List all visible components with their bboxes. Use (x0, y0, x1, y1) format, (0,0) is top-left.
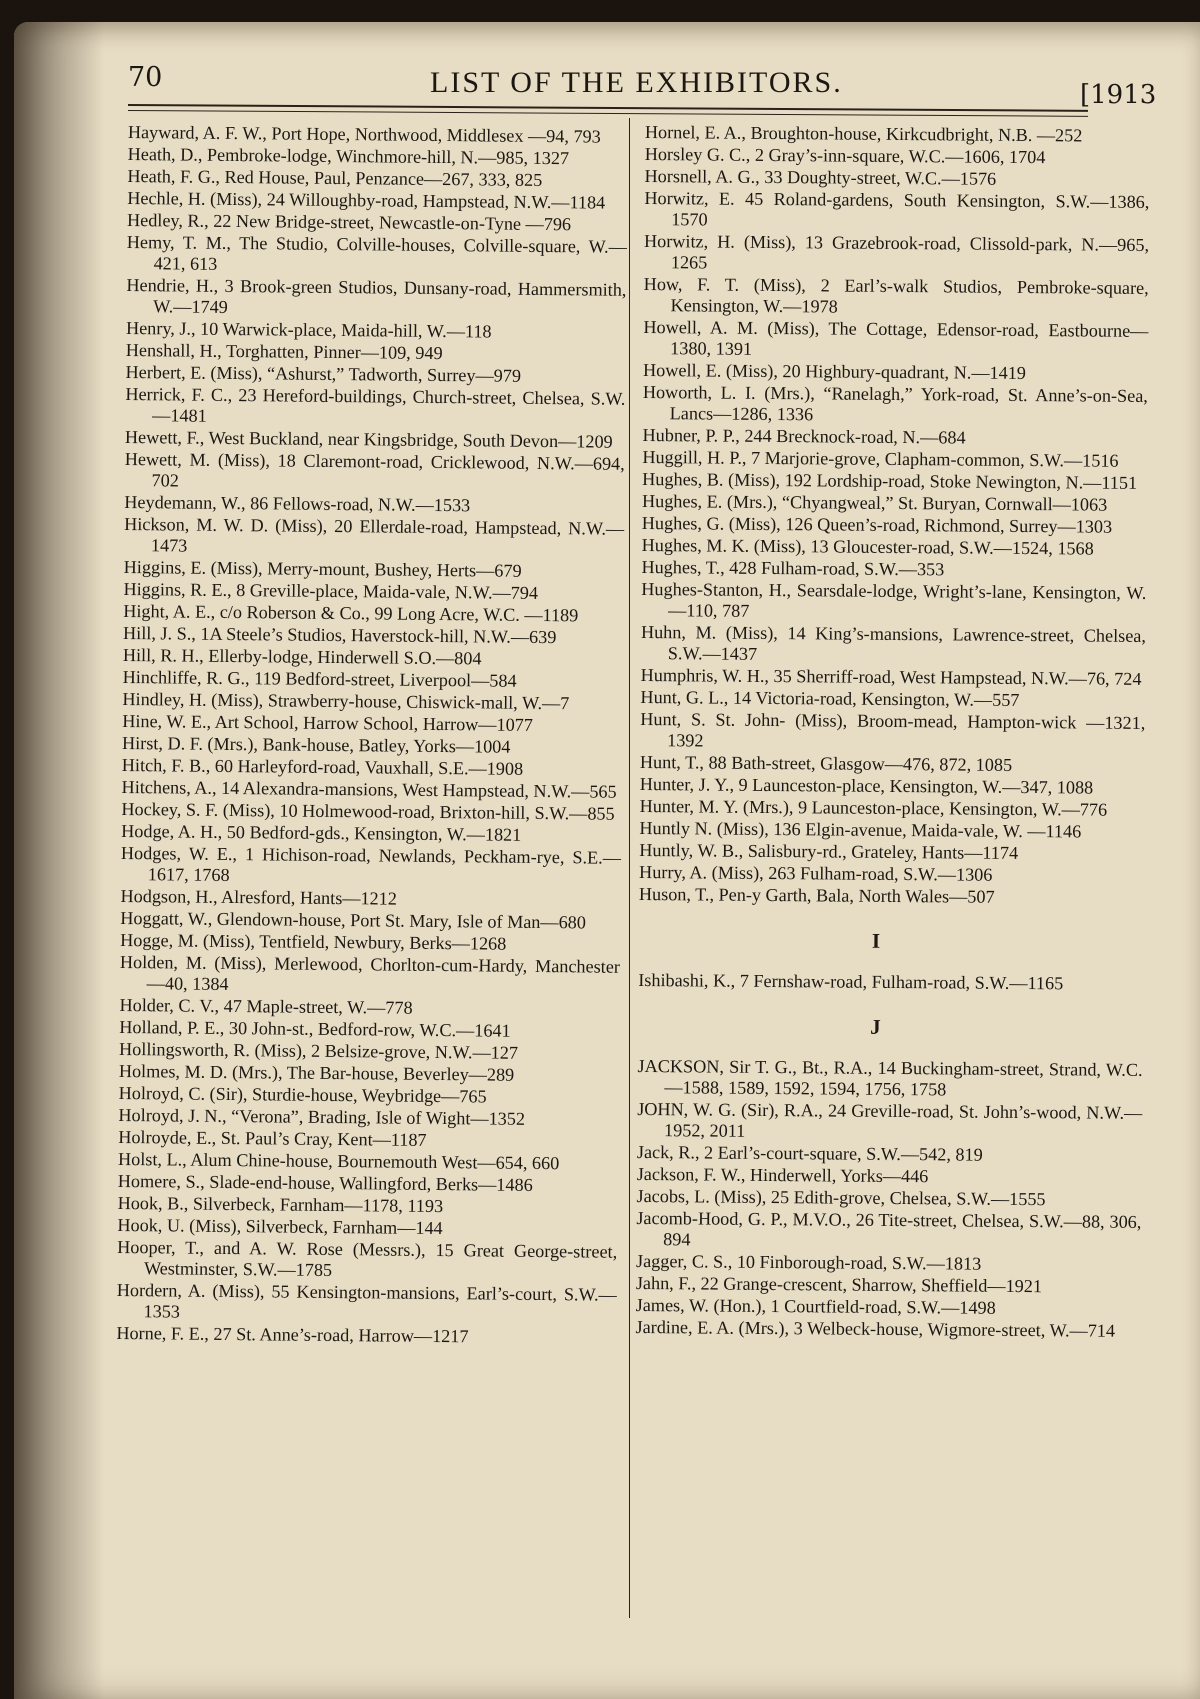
list-entry: Holden, M. (Miss), Merlewood, Chorlton-cum-Hardy, Manchester—40, 1384 (119, 951, 621, 995)
list-entry: Jardine, E. A. (Mrs.), 3 Welbeck-house, Wigmore-street, W.—714 (635, 1316, 1116, 1341)
list-entry: Herbert, E. (Miss), “Ashurst,” Tadworth, Surrey—979 (125, 361, 522, 386)
list-entry: Hughes, T., 428 Fulham-road, S.W.—353 (641, 556, 945, 580)
list-entry: Hurry, A. (Miss), 263 Fulham-road, S.W.—1306 (639, 861, 993, 885)
list-entry: Howorth, L. I. (Mrs.), “Ranelagh,” York-road, St. Anne’s-on-Sea, Lancs—1286, 1336 (642, 381, 1148, 425)
list-entry: Hoggatt, W., Glendown-house, Port St. Mary, Isle of Man—680 (120, 907, 587, 933)
list-entry: Hughes, E. (Mrs.), “Chyangweal,” St. Buryan, Cornwall—1063 (641, 490, 1108, 515)
list-entry: Huson, T., Pen-y Garth, Bala, North Wales—507 (638, 883, 995, 907)
list-entry: James, W. (Hon.), 1 Courtfield-road, S.W.—1498 (635, 1294, 996, 1318)
list-entry: JOHN, W. G. (Sir), R.A., 24 Greville-road, St. John’s-wood, N.W.—1952, 2011 (637, 1098, 1143, 1141)
list-entry: Hughes, M. K. (Miss), 13 Gloucester-road, S.W.—1524, 1568 (641, 534, 1094, 559)
list-entry: Henry, J., 10 Warwick-place, Maida-hill, W.—118 (125, 317, 492, 342)
list-entry: Jack, R., 2 Earl’s-court-square, S.W.—542, 819 (636, 1141, 983, 1165)
list-entry: Hunter, J. Y., 9 Launceston-place, Kensington, W.—347, 1088 (639, 773, 1094, 798)
list-entry: Huggill, H. P., 7 Marjorie-grove, Clapham-common, S.W.—1516 (642, 446, 1119, 471)
list-entry: Holland, P. E., 30 John-st., Bedford-row, W.C.—1641 (119, 1016, 511, 1041)
list-entry: Humphris, W. H., 35 Sherriff-road, West Hampstead, N.W.—76, 724 (640, 664, 1142, 689)
list-entry: Hughes-Stanton, H., Searsdale-lodge, Wright’s-lane, Kensington, W.—110, 787 (641, 578, 1147, 621)
section-letter-i: I (871, 928, 881, 953)
list-entry: Hewett, M. (Miss), 18 Claremont-road, Cricklewood, N.W.—694, 702 (124, 448, 625, 491)
list-entry: Hughes, B. (Miss), 192 Lordship-road, Stoke Newington, N.—1151 (642, 468, 1138, 493)
list-entry: Ishibashi, K., 7 Fernshaw-road, Fulham-road, S.W.—1165 (638, 969, 1064, 994)
list-entry: Hill, R. H., Ellerby-lodge, Hinderwell S.O.—804 (122, 644, 482, 669)
page-title: LIST OF THE EXHIBITORS. (430, 66, 843, 99)
list-entry: Hemy, T. M., The Studio, Colville-houses, Colville-square, W.—421, 613 (126, 231, 627, 274)
list-entry: Hight, A. E., c/o Roberson & Co., 99 Long Acre, W.C. —1189 (123, 600, 579, 626)
list-entry: Hunt, T., 88 Bath-street, Glasgow—476, 872, 1085 (639, 751, 1013, 775)
list-entry: Higgins, E. (Miss), Merry-mount, Bushey, Herts—679 (123, 556, 522, 581)
list-entry: Hayward, A. F. W., Port Hope, Northwood, Middlesex —94, 793 (127, 122, 601, 147)
list-entry: Holst, L., Alum Chine-house, Bournemouth West—654, 660 (117, 1148, 560, 1174)
list-entry: Hunter, M. Y. (Mrs.), 9 Launceston-place, Kensington, W.—776 (639, 795, 1108, 820)
list-entry: Hindley, H. (Miss), Strawberry-house, Chiswick-mall, W.—7 (122, 688, 570, 714)
list-entry: Hechle, H. (Miss), 24 Willoughby-road, Hampstead, N.W.—1184 (127, 187, 606, 213)
list-entry: Hughes, G. (Miss), 126 Queen’s-road, Richmond, Surrey—1303 (641, 512, 1113, 537)
list-entry: Hendrie, H., 3 Brook-green Studios, Dunsany-road, Hammersmith, W.—1749 (126, 274, 627, 317)
list-entry: Holder, C. V., 47 Maple-street, W.—778 (119, 994, 413, 1018)
page-number: 70 (128, 62, 163, 93)
list-entry: Heydemann, W., 86 Fellows-road, N.W.—1533 (124, 491, 471, 516)
list-entry: Jacobs, L. (Miss), 25 Edith-grove, Chelsea, S.W.—1555 (636, 1185, 1046, 1210)
list-entry: Higgins, R. E., 8 Greville-place, Maida-vale, N.W.—794 (123, 578, 539, 603)
list-entry: Huhn, M. (Miss), 14 King’s-mansions, Lawrence-street, Chelsea, S.W.—1437 (640, 621, 1147, 664)
list-entry: Herrick, F. C., 23 Hereford-buildings, Church-street, Chelsea, S.W.—1481 (125, 383, 626, 426)
list-entry: Horsley G. C., 2 Gray’s-inn-square, W.C.—1606, 1704 (644, 143, 1046, 168)
list-entry: Holroyd, J. N., “Verona”, Brading, Isle of Wight—1352 (118, 1104, 526, 1129)
list-entry: Hill, J. S., 1A Steele’s Studios, Haverstock-hill, N.W.—639 (122, 622, 557, 648)
list-entry: Hooper, T., and A. W. Rose (Messrs.), 15 Great George-street, Westminster, S.W.—1785 (117, 1236, 618, 1281)
list-entry: Hunt, S. St. John- (Miss), Broom-mead, Hampton-wick —1321, 1392 (640, 708, 1146, 751)
list-entry: Hook, U. (Miss), Silverbeck, Farnham—144 (117, 1214, 443, 1239)
list-entry: Heath, F. G., Red House, Paul, Penzance—267, 333, 825 (127, 165, 543, 190)
list-entry: Hickson, M. W. D. (Miss), 20 Ellerdale-road, Hampstead, N.W.—1473 (124, 513, 625, 556)
list-entry: Hockey, S. F. (Miss), 10 Holmewood-road, Brixton-hill, S.W.—855 (121, 798, 615, 824)
list-entry: Hine, W. E., Art School, Harrow School, Harrow—1077 (122, 710, 534, 735)
list-entry: Hodges, W. E., 1 Hichison-road, Newlands, Peckham-rye, S.E.—1617, 1768 (120, 842, 622, 886)
list-entry: Hinchliffe, R. G., 119 Bedford-street, Liverpool—584 (122, 666, 517, 691)
list-entry: Hordern, A. (Miss), 55 Kensington-mansions, Earl’s-court, S.W.—1353 (116, 1279, 617, 1322)
page-gutter-shadow (14, 22, 104, 1699)
list-entry: Hedley, R., 22 New Bridge-street, Newcastle-on-Tyne —796 (126, 209, 572, 235)
list-entry: Jackson, F. W., Hinderwell, Yorks—446 (636, 1163, 929, 1187)
list-entry: Hitch, F. B., 60 Harleyford-road, Vauxhall, S.E.—1908 (121, 754, 524, 779)
list-entry: Jahn, F., 22 Grange-crescent, Sharrow, Sheffield—1921 (635, 1272, 1043, 1297)
list-entry: JACKSON, Sir T. G., Bt., R.A., 14 Buckingham-street, Strand, W.C.—1588, 1589, 1592, 1594, 1756, 1758 (637, 1055, 1143, 1100)
list-entry: Hollingsworth, R. (Miss), 2 Belsize-grove, N.W.—127 (119, 1038, 519, 1063)
list-entry: Hodgson, H., Alresford, Hants—1212 (120, 885, 397, 909)
list-entry: Hewett, F., West Buckland, near Kingsbridge, South Devon—1209 (124, 426, 613, 452)
list-entry: Hirst, D. F. (Mrs.), Bank-house, Batley, Yorks—1004 (121, 732, 511, 757)
list-entry: Huntly, W. B., Salisbury-rd., Grateley, Hants—1174 (639, 839, 1019, 863)
section-letter-j: J (870, 1014, 881, 1039)
list-entry: Hunt, G. L., 14 Victoria-road, Kensington, W.—557 (640, 686, 1020, 710)
list-entry: Jacomb-Hood, G. P., M.V.O., 26 Tite-street, Chelsea, S.W.—88, 306, 894 (636, 1207, 1142, 1250)
list-entry: Holmes, M. D. (Mrs.), The Bar-house, Beverley—289 (118, 1060, 515, 1085)
list-entry: How, F. T. (Miss), 2 Earl’s-walk Studios, Pembroke-square, Kensington, W.—1978 (643, 273, 1149, 317)
page-year: [1913 (1080, 80, 1157, 110)
list-entry: Hubner, P. P., 244 Brecknock-road, N.—684 (642, 424, 966, 448)
list-entry: Jagger, C. S., 10 Finborough-road, S.W.—1813 (635, 1250, 982, 1274)
list-entry: Horne, F. E., 27 St. Anne’s-road, Harrow—1217 (116, 1322, 469, 1347)
list-entry: Horsnell, A. G., 33 Doughty-street, W.C.—1576 (644, 165, 997, 189)
column-divider (629, 118, 630, 1618)
list-entry: Horwitz, H. (Miss), 13 Grazebrook-road, Clissold-park, N.—965, 1265 (643, 230, 1150, 273)
list-entry: Hitchens, A., 14 Alexandra-mansions, West Hampstead, N.W.—565 (121, 776, 617, 802)
list-entry: Homere, S., Slade-end-house, Wallingford, Berks—1486 (117, 1170, 533, 1195)
list-entry: Hogge, M. (Miss), Tentfield, Newbury, Berks—1268 (120, 929, 507, 954)
right-column (635, 122, 1150, 1343)
list-entry: Howell, E. (Miss), 20 Highbury-quadrant, N.—1419 (642, 359, 1027, 383)
list-entry: Howell, A. M. (Miss), The Cottage, Edensor-road, Eastbourne—1380, 1391 (643, 316, 1149, 359)
list-entry: Holroyde, E., St. Paul’s Cray, Kent—1187 (118, 1126, 427, 1150)
list-entry: Huntly N. (Miss), 136 Elgin-avenue, Maida-vale, W. —1146 (639, 817, 1082, 842)
left-column (116, 122, 628, 1350)
list-entry: Holroyd, C. (Sir), Sturdie-house, Weybridge—765 (118, 1082, 487, 1107)
list-entry: Hook, B., Silverbeck, Farnham—1178, 1193 (117, 1192, 444, 1217)
list-entry: Henshall, H., Torghatten, Pinner—109, 949 (125, 339, 443, 364)
list-entry: Heath, D., Pembroke-lodge, Winchmore-hill, N.—985, 1327 (127, 143, 570, 169)
list-entry: Hornel, E. A., Broughton-house, Kirkcudbright, N.B. —252 (644, 122, 1083, 146)
list-entry: Hodge, A. H., 50 Bedford-gds., Kensington, W.—1821 (121, 820, 522, 845)
list-entry: Horwitz, E. 45 Roland-gardens, South Kensington, S.W.—1386, 1570 (644, 187, 1150, 230)
